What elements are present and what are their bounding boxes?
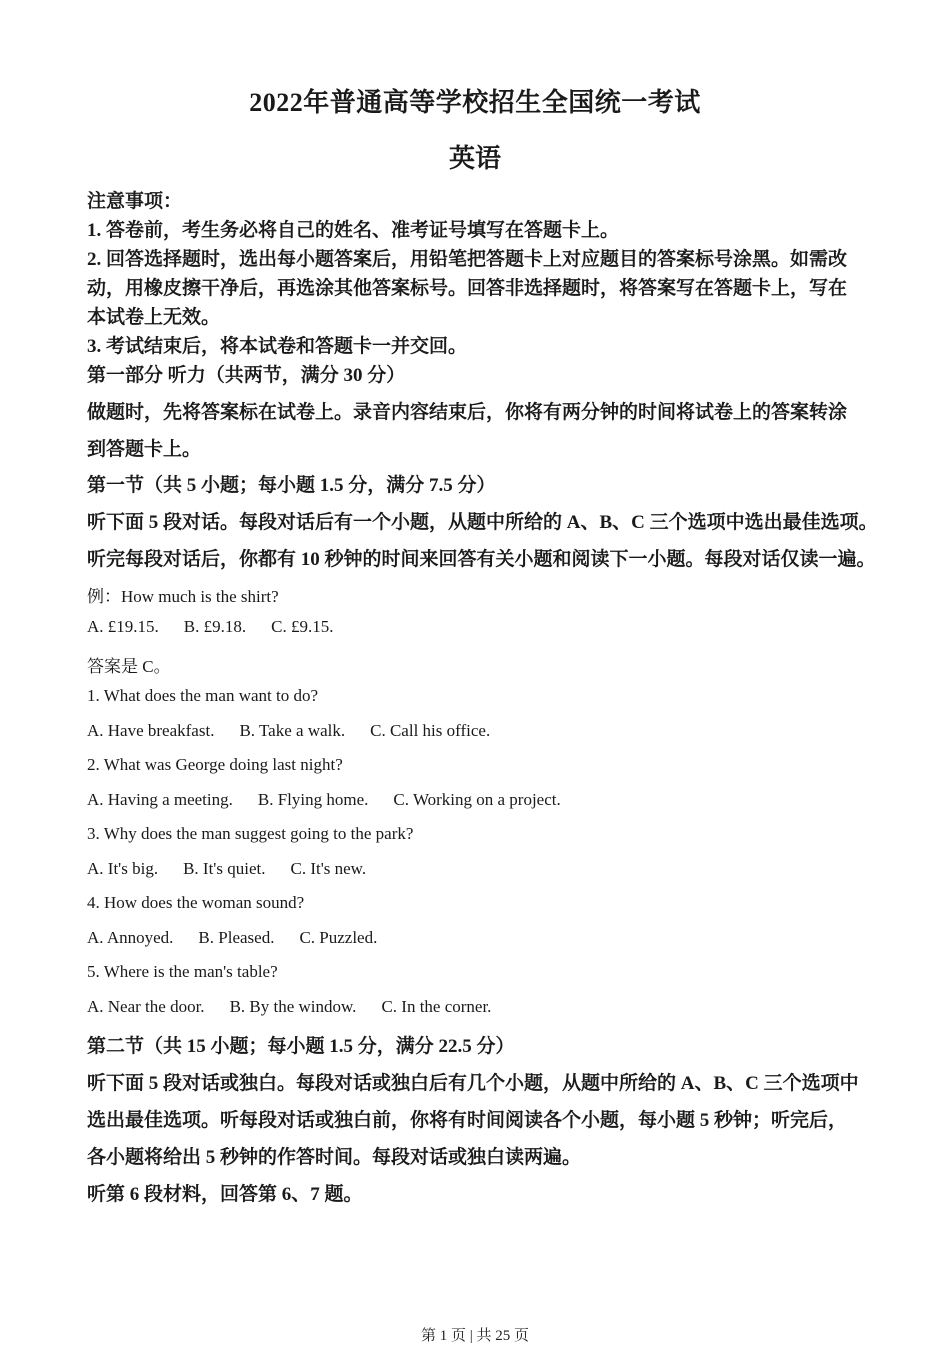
example-answer: 答案是 C。	[87, 657, 171, 676]
section1-instruction: 听下面 5 段对话。每段对话后有一个小题，从题中所给的 A、B、C 三个选项中选出最佳选项。	[87, 512, 878, 533]
exam-title: 2022年普通高等学校招生全国统一考试	[249, 88, 701, 117]
section2-material: 听第 6 段材料，回答第 6、7 题。	[87, 1184, 363, 1205]
option-c: C. Puzzled.	[299, 928, 378, 947]
question-3: 3. Why does the man suggest going to the park?	[87, 824, 414, 843]
question-2-options	[87, 790, 887, 810]
notice-item: 2. 回答选择题时，选出每小题答案后，用铅笔把答题卡上对应题目的答案标号涂黑。如需改	[87, 249, 848, 270]
question-3-options	[87, 859, 887, 879]
section1-heading: 第一节（共 5 小题；每小题 1.5 分，满分 7.5 分）	[87, 475, 496, 496]
option-a: A. £19.15.	[87, 617, 159, 636]
question-4: 4. How does the woman sound?	[87, 893, 305, 912]
notice-heading: 注意事项：	[87, 191, 183, 212]
option-c: C. It's new.	[290, 859, 367, 878]
option-c: C. In the corner.	[381, 997, 492, 1016]
example-options	[87, 617, 887, 637]
option-a: A. Near the door.	[87, 997, 205, 1016]
notice-item: 1. 答卷前，考生务必将自己的姓名、准考证号填写在答题卡上。	[87, 220, 620, 241]
part1-instruction: 做题时，先将答案标在试卷上。录音内容结束后，你将有两分钟的时间将试卷上的答案转涂	[87, 402, 848, 423]
section2-instruction: 听下面 5 段对话或独白。每段对话或独白后有几个小题，从题中所给的 A、B、C 三个选项中	[87, 1073, 859, 1094]
question-5-options	[87, 997, 887, 1017]
option-b: B. £9.18.	[183, 617, 247, 636]
example-question: 例：How much is the shirt?	[87, 587, 279, 606]
option-c: C. Working on a project.	[393, 790, 561, 809]
question-1: 1. What does the man want to do?	[87, 686, 319, 705]
section1-instruction: 听完每段对话后，你都有 10 秒钟的时间来回答有关小题和阅读下一小题。每段对话仅读一遍。	[87, 549, 876, 570]
part1-instruction: 到答题卡上。	[87, 439, 202, 460]
option-b: B. By the window.	[229, 997, 357, 1016]
option-a: A. It's big.	[87, 859, 159, 878]
part1-heading: 第一部分 听力（共两节，满分 30 分）	[87, 365, 406, 386]
section2-heading: 第二节（共 15 小题；每小题 1.5 分，满分 22.5 分）	[87, 1036, 515, 1057]
option-c: C. Call his office.	[370, 721, 491, 740]
exam-subject: 英语	[448, 144, 501, 173]
page-number: 第 1 页 | 共 25 页	[420, 1328, 529, 1344]
question-1-options	[87, 721, 887, 741]
option-c: C. £9.15.	[271, 617, 334, 636]
option-a: A. Have breakfast.	[87, 721, 215, 740]
option-b: B. Flying home.	[257, 790, 369, 809]
question-4-options	[87, 928, 887, 948]
notice-item: 本试卷上无效。	[87, 307, 221, 328]
option-b: B. Pleased.	[198, 928, 275, 947]
option-b: B. It's quiet.	[183, 859, 266, 878]
section2-instruction: 选出最佳选项。听每段对话或独白前，你将有时间阅读各个小题，每小题 5 秒钟；听完后，	[87, 1110, 848, 1131]
section2-instruction: 各小题将给出 5 秒钟的作答时间。每段对话或独白读两遍。	[87, 1147, 582, 1168]
notice-item: 3. 考试结束后，将本试卷和答题卡一并交回。	[87, 336, 468, 357]
option-b: B. Take a walk.	[239, 721, 346, 740]
option-a: A. Annoyed.	[87, 928, 174, 947]
question-2: 2. What was George doing last night?	[87, 755, 343, 774]
question-5: 5. Where is the man's table?	[87, 962, 278, 981]
notice-item: 动，用橡皮擦干净后，再选涂其他答案标号。回答非选择题时，将答案写在答题卡上，写在	[87, 278, 848, 299]
option-a: A. Having a meeting.	[87, 790, 233, 809]
